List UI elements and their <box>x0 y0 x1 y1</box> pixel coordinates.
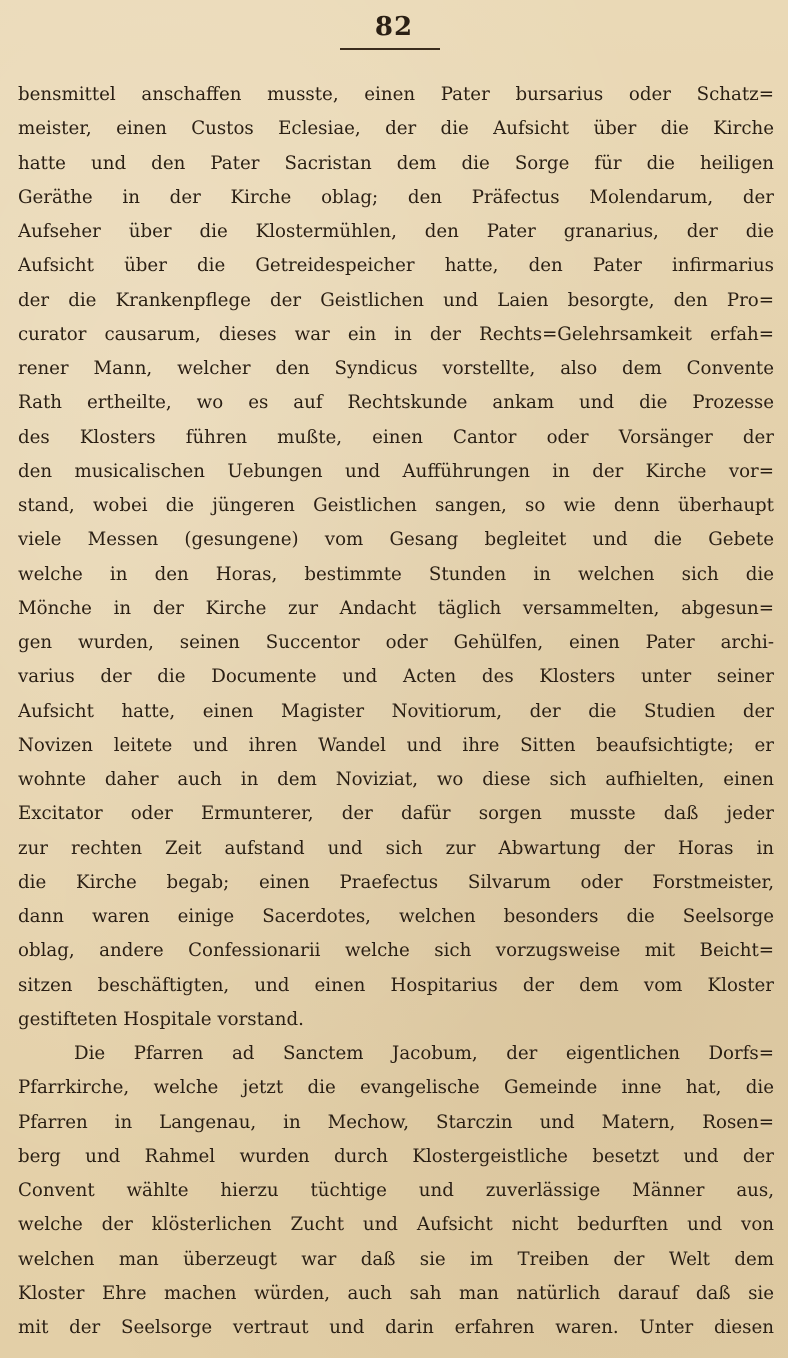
body-text <box>18 78 774 1345</box>
text-line: wohnte daher auch in dem Noviziat, wo diese sich aufhielten, einen <box>18 769 774 790</box>
text-line: bensmittel anschaffen musste, einen Pater bursarius oder Schatz= <box>18 84 774 105</box>
text-line: varius der die Documente und Acten des Klosters unter seiner <box>18 666 774 688</box>
text-line: berg und Rahmel wurden durch Klostergeistliche besetzt und der <box>18 1145 774 1167</box>
text-line: oblag, andere Confessionarii welche sich vorzugsweise mit Beicht= <box>18 940 774 962</box>
text-line: den musicalischen Uebungen und Aufführungen in der Kirche vor= <box>18 460 774 482</box>
text-line: Pfarrkirche, welche jetzt die evangelische Gemeinde inne hat, die <box>18 1077 774 1099</box>
text-line: stand, wobei die jüngeren Geistlichen sangen, so wie denn überhaupt <box>18 495 774 516</box>
text-line: dann waren einige Sacerdotes, welchen besonders die Seelsorge <box>18 906 774 927</box>
text-line: viele Messen (gesungene) vom Gesang begleitet und die Gebete <box>18 529 774 551</box>
text-line: curator causarum, dieses war ein in der Rechts=Gelehrsamkeit erfah= <box>18 323 774 345</box>
text-line: hatte und den Pater Sacristan dem die Sorge für die heiligen <box>18 152 774 174</box>
text-line: meister, einen Custos Eclesiae, der die Aufsicht über die Kirche <box>18 118 774 140</box>
text-line: sitzen beschäftigten, und einen Hospitarius der dem vom Kloster <box>18 974 774 996</box>
paragraph-start-line: Die Pfarren ad Sanctem Jacobum, der eigentlichen Dorfs= <box>74 1043 774 1064</box>
paragraph-end-line: gestifteten Hospitale vorstand. <box>18 1008 304 1030</box>
text-line: zur rechten Zeit aufstand und sich zur Abwartung der Horas in <box>18 837 774 859</box>
text-line: rener Mann, welcher den Syndicus vorstellte, also dem Convente <box>18 358 774 379</box>
page-number-rule <box>340 48 440 50</box>
text-line: gen wurden, seinen Succentor oder Gehülfen, einen Pater archi- <box>18 632 774 653</box>
text-line: Novizen leitete und ihren Wandel und ihre Sitten beaufsichtigte; er <box>18 734 774 756</box>
text-line: Pfarren in Langenau, in Mechow, Starczin und Matern, Rosen= <box>18 1111 774 1133</box>
text-line: der die Krankenpflege der Geistlichen und Laien besorgte, den Pro= <box>18 289 774 311</box>
text-line: Mönche in der Kirche zur Andacht täglich versammelten, abgesun= <box>18 597 774 619</box>
text-line: mit der Seelsorge vertraut und darin erfahren waren. Unter diesen <box>18 1317 774 1338</box>
text-line: Excitator oder Ermunterer, der dafür sorgen musste daß jeder <box>18 803 774 825</box>
text-line: des Klosters führen mußte, einen Cantor oder Vorsänger der <box>18 426 774 448</box>
text-line: Rath ertheilte, wo es auf Rechtskunde ankam und die Prozesse <box>18 392 774 414</box>
text-line: Convent wählte hierzu tüchtige und zuverlässige Männer aus, <box>18 1180 774 1201</box>
text-line: Aufsicht hatte, einen Magister Novitiorum, der die Studien der <box>18 700 774 722</box>
text-line: Aufsicht über die Getreidespeicher hatte, den Pater infirmarius <box>18 255 774 277</box>
page-number: 82 <box>374 12 414 42</box>
text-line: Geräthe in der Kirche oblag; den Präfectus Molendarum, der <box>18 186 774 208</box>
text-line: Kloster Ehre machen würden, auch sah man natürlich darauf daß sie <box>18 1282 774 1304</box>
text-line: welche in den Horas, bestimmte Stunden in welchen sich die <box>18 563 774 585</box>
text-line: welche der klösterlichen Zucht und Aufsicht nicht bedurften und von <box>18 1214 774 1236</box>
text-line: welchen man überzeugt war daß sie im Treiben der Welt dem <box>18 1248 774 1270</box>
text-line: die Kirche begab; einen Praefectus Silvarum oder Forstmeister, <box>18 871 774 893</box>
text-line: Aufseher über die Klostermühlen, den Pater granarius, der die <box>18 221 774 242</box>
